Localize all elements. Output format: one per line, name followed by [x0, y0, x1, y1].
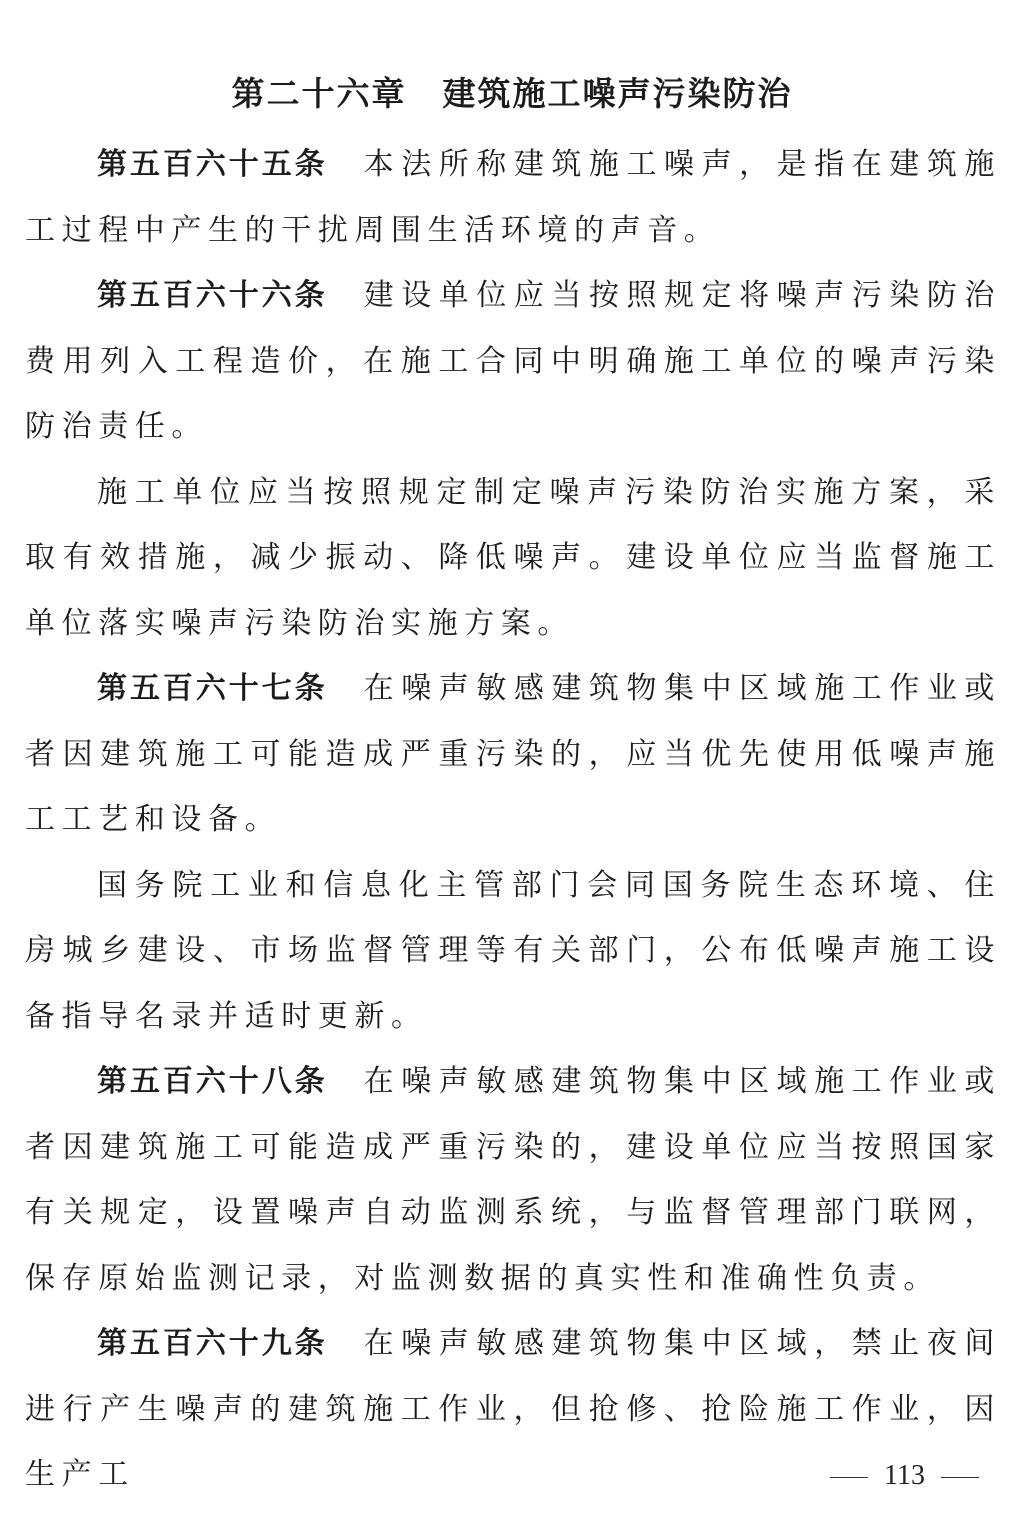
- article-paragraph: [25, 263, 1001, 460]
- document-body: [25, 132, 1001, 1508]
- continuation-paragraph: [25, 460, 1001, 657]
- article-heading: 第五百六十九条: [97, 1326, 328, 1361]
- paragraph-text: 本法所称建筑施工噪声，是指在建筑施工过程中产生的干扰周围生活环境的声音。: [25, 147, 1002, 248]
- paragraph-text: 建设单位应当按照规定将噪声污染防治费用列入工程造价，在施工合同中明确施工单位的噪声污染防治责任。: [25, 278, 1002, 444]
- paragraph-text: 在噪声敏感建筑物集中区域施工作业或者因建筑施工可能造成严重污染的，应当优先使用低噪声施工工艺和设备。: [25, 671, 1002, 837]
- article-heading: 第五百六十七条: [97, 671, 328, 706]
- footer-dash-left: [830, 1477, 868, 1478]
- article-paragraph: [25, 1049, 1001, 1311]
- paragraph-text: 在噪声敏感建筑物集中区域，禁止夜间进行产生噪声的建筑施工作业，但抢修、抢险施工作业，因生产工: [25, 1326, 1002, 1492]
- article-heading: 第五百六十五条: [97, 147, 328, 182]
- chapter-title: [0, 70, 1024, 118]
- paragraph-text: 在噪声敏感建筑物集中区域施工作业或者因建筑施工可能造成严重污染的，建设单位应当按照国家有关规定，设置噪声自动监测系统，与监督管理部门联网，保存原始监测记录，对监测数据的真实性和准确性负责。: [25, 1064, 1002, 1296]
- footer-dash-right: [941, 1477, 979, 1478]
- page-number: 113: [884, 1460, 925, 1491]
- paragraph-text: 国务院工业和信息化主管部门会同国务院生态环境、住房城乡建设、市场监督管理等有关部门，公布低噪声施工设备指导名录并适时更新。: [25, 867, 1001, 1034]
- article-heading: 第五百六十八条: [97, 1064, 328, 1099]
- paragraph-text: 施工单位应当按照规定制定噪声污染防治实施方案，采取有效措施，减少振动、降低噪声。建设单位应当监督施工单位落实噪声污染防治实施方案。: [25, 474, 1001, 641]
- chapter-name: 建筑施工噪声污染防治: [442, 74, 793, 114]
- article-paragraph: [25, 656, 1001, 853]
- article-paragraph: [25, 132, 1001, 263]
- chapter-number: 第二十六章: [231, 74, 407, 114]
- article-heading: 第五百六十六条: [97, 278, 328, 313]
- continuation-paragraph: [25, 853, 1001, 1050]
- page-footer: [830, 1458, 990, 1494]
